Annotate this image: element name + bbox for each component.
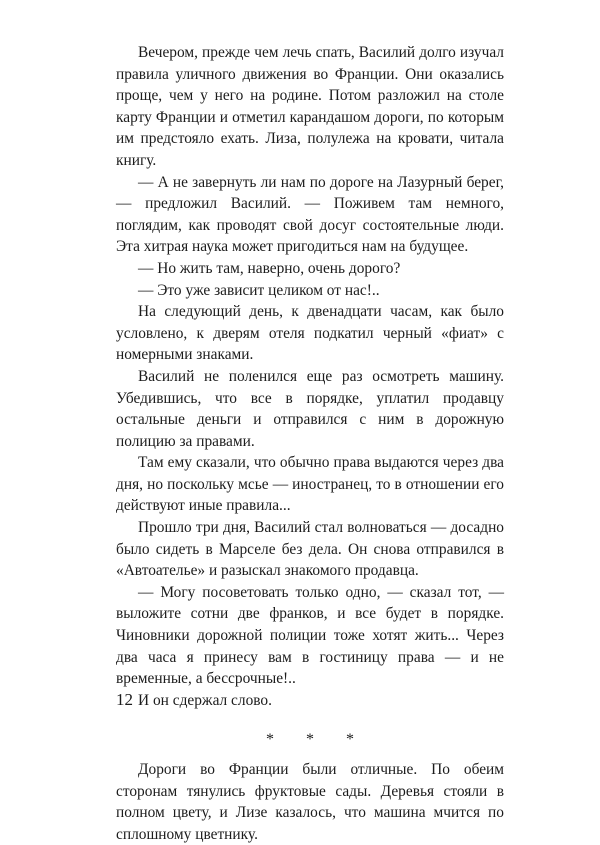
paragraph: — Это уже зависит целиком от нас!.. bbox=[138, 281, 380, 299]
paragraph: Там ему сказали, что обычно права выдаются через два дня, но поскольку мсье — иностранец, то в отношении его действуют иные правила... bbox=[116, 454, 504, 515]
paragraph: — Но жить там, наверно, очень дорого? bbox=[138, 259, 401, 277]
paragraph: Дороги во Франции были отличные. По обеим сторонам тянулись фруктовые сады. Деревья стояли в полном цвету, и Лизе казалось, что машина мчится по сплошному цветнику. bbox=[116, 761, 504, 843]
paragraph: Василий не поленился еще раз осмотреть машину. Убедившись, что все в порядке, уплатил продавцу остальные деньги и отправился с ним в дорожную полицию за правами. bbox=[116, 367, 504, 450]
paragraph: Прошло три дня, Василий стал волноваться — досадно было сидеть в Марселе без дела. Он снова отправился в «Автоателье» и разыскал знакомого продавца. bbox=[116, 519, 504, 580]
paragraph: — А не завернуть ли нам по дороге на Лазурный берег, — предложил Василий. — Поживем там немного, поглядим, как проводят свой досуг состоятельные люди. Эта хитрая наука может пригодиться нам на будущее. bbox=[116, 173, 504, 256]
paragraph: — Могу посоветовать только одно, — сказал тот, — выложите сотни две франков, и все будет в порядке. Чиновники дорожной полиции тоже хотят жить... Через два часа я принесу вам в гостиницу права — и не временные, а бессрочные!.. bbox=[116, 583, 504, 688]
paragraph: И он сдержал слово. bbox=[138, 691, 272, 709]
section-separator: * * * bbox=[266, 731, 368, 749]
page-number: 12 bbox=[116, 690, 133, 709]
paragraph: На следующий день, к двенадцати часам, как было условлено, к дверям отеля подкатил черный «фиат» с номерными знаками. bbox=[116, 303, 504, 364]
body-text bbox=[116, 42, 504, 845]
paragraph: Вечером, прежде чем лечь спать, Василий долго изучал правила уличного движения во Франции. Они оказались проще, чем у него на родине. Потом разложил на столе карту Франции и отметил карандашом дороги, по которым им предстояло ехать. Лиза, полулежа на кровати, читала книгу. bbox=[116, 44, 504, 169]
